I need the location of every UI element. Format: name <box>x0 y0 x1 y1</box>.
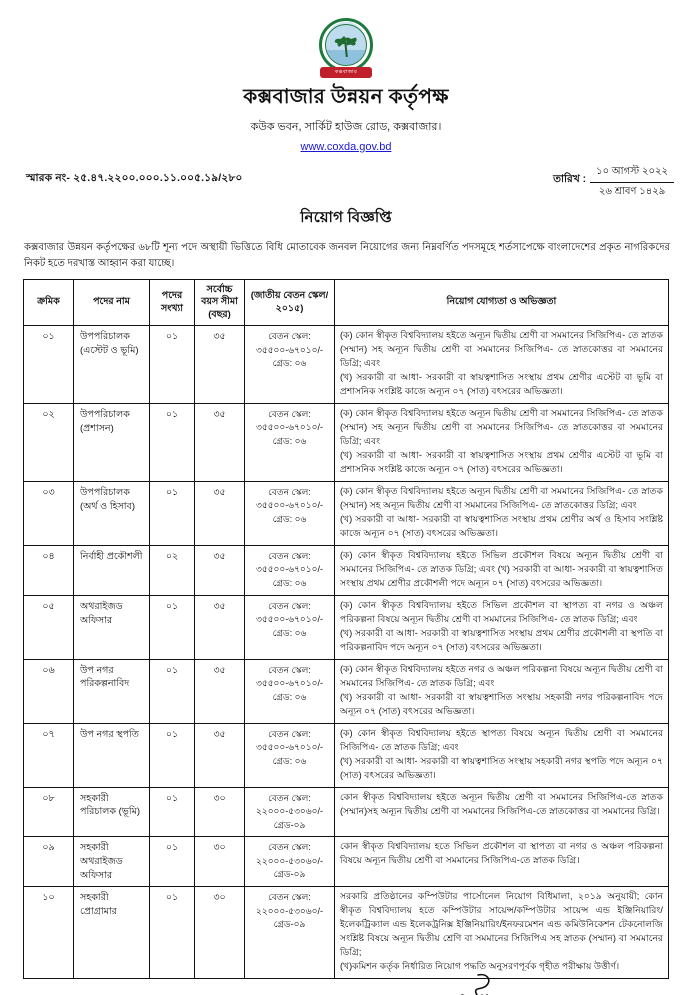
organization-address: কউক ভবন, সার্কিট হাউজ রোড, কক্সবাজার। <box>250 121 442 133</box>
pay-grade: গ্রেড-০৯ <box>273 919 306 930</box>
table-row <box>24 887 669 979</box>
pay-label: বেতন স্কেল: <box>268 892 311 903</box>
column-header-post-name: পদের নাম <box>74 280 150 326</box>
column-header-qualification: নিয়োগ যোগ্যতা ও অভিজ্ঞতা <box>335 280 669 326</box>
cell-post-name: নির্বাহী প্রকৌশলী <box>74 545 150 595</box>
cell-qualification <box>335 481 669 545</box>
pay-range: ৩৫৫০০-৬৭০১০/- <box>256 422 323 433</box>
cell-post-name: অথরাইজড অফিসার <box>74 595 150 659</box>
table-row <box>24 545 669 595</box>
cell-serial: ০৪ <box>24 545 74 595</box>
cell-post-count: ০১ <box>150 481 195 545</box>
column-header-pay-scale: (জাতীয় বেতন স্কেল/২০১৫) <box>245 280 335 326</box>
pay-range: ৩৫৫০০-৬৭০১০/- <box>256 678 323 689</box>
pay-grade: গ্রেড: ০৬ <box>272 691 307 702</box>
cell-post-name: উপপরিচালক (অর্থ ও হিসাব) <box>74 481 150 545</box>
qualification-clause: (ক) কোন স্বীকৃত বিশ্ববিদ্যালয় হইতে অন্যূন দ্বিতীয় শ্রেণী বা সমমানের সিজিপিএ- তে স্নাতক (সম্মান) সহ অন্যূন দ্বিতীয় শ্রেণী বা সমমানের সিজিপিএ- তে স্নাতকোত্তর বা সমমানের ডিগ্রি; এবং <box>340 330 663 368</box>
pay-label: বেতন স্কেল: <box>268 842 311 853</box>
qualification-clause: (ক) কোন স্বীকৃত বিশ্ববিদ্যালয় হইতে স্থাপত্য বিষয়ে অন্যূন দ্বিতীয় শ্রেণী বা সমমানের সিজিপিএ- তে স্নাতক ডিগ্রি; এবং <box>340 727 663 752</box>
qualification-clause: সরকারি প্রতিষ্ঠানের কম্পিউটার পার্সোনেল নিয়োগ বিধিমালা, ২০১৯ অনুযায়ী; কোন স্বীকৃত বিশ্ববিদ্যালয় হতে কম্পিউটার সায়েন্স/কম্পিউটার সায়েন্স এন্ড ইঞ্জিনিয়ারিং/ইলেকট্রিক্যাল এন্ড ইলেকট্রনিক্স ইঞ্জিনিয়ারিং/ইনফরমেশন এন্ড কমিউনিকেশন টেকনোলজি সংশ্লিষ্ট বিষয়ে অন্যূন দ্বিতীয় শ্রেণি বা সমমানের সিজিপিএ সহ স্নাতক (সম্মান) বা সমমানের ডিগ্রি; <box>340 891 663 958</box>
cell-serial: ০৮ <box>24 787 74 837</box>
table-row <box>24 595 669 659</box>
cell-qualification <box>335 403 669 481</box>
cell-qualification <box>335 887 669 979</box>
qualification-clause: (খ) সরকারী বা আধা- সরকারী বা স্বায়ত্বশাসিত সংস্থায় প্রথম শ্রেণীর এস্টেট বা ভূমি বা প্রশাসনিক সংশ্লিষ্ট কাজে অন্যূন ০৭ (সাত) বৎসরের অভিজ্ঞতা। <box>340 371 663 396</box>
cell-post-name: সহকারী পরিচালক (ভূমি) <box>74 787 150 837</box>
organization-website-link[interactable]: www.coxda.gov.bd <box>300 141 392 153</box>
date-label: তারিখ : <box>553 173 587 185</box>
cell-age-limit: ৩০ <box>195 837 245 887</box>
qualification-clause: (ক) কোন স্বীকৃত বিশ্ববিদ্যালয় হইতে অন্যূন দ্বিতীয় শ্রেণী বা সমমানের সিজিপিএ- তে স্নাতক (সম্মান) সহ অন্যূন দ্বিতীয় শ্রেণী বা সমমানের সিজিপিএ- তে স্নাতকোত্তর ডিগ্রি; এবং <box>340 485 663 510</box>
cell-post-count: ০১ <box>150 403 195 481</box>
signature-icon <box>432 973 552 995</box>
cell-qualification <box>335 595 669 659</box>
pay-grade: গ্রেড: ০৬ <box>272 755 307 766</box>
pay-grade: গ্রেড: ০৬ <box>272 435 307 446</box>
cell-post-count: ০১ <box>150 837 195 887</box>
cell-age-limit: ৩৫ <box>195 545 245 595</box>
pay-grade: গ্রেড: ০৬ <box>272 627 307 638</box>
cell-serial: ০৬ <box>24 659 74 723</box>
cell-pay-scale <box>245 787 335 837</box>
letterhead <box>0 0 692 155</box>
pay-grade: গ্রেড: ০৬ <box>272 577 307 588</box>
pay-label: বেতন স্কেল: <box>268 600 311 611</box>
cell-qualification <box>335 723 669 787</box>
cell-pay-scale <box>245 595 335 659</box>
qualification-clause: (ক) কোন স্বীকৃত বিশ্ববিদ্যালয় হইতে নগর ও অঞ্চল পরিকল্পনা বিষয়ে অন্যূন দ্বিতীয় শ্রেণী বা সমমানের সিজিপিএ- তে স্নাতক ডিগ্রি; এবং <box>340 663 664 688</box>
cell-age-limit: ৩৫ <box>195 659 245 723</box>
cell-pay-scale <box>245 659 335 723</box>
table-row <box>24 659 669 723</box>
cell-pay-scale <box>245 545 335 595</box>
pay-range: ৩৫৫০০-৬৭০১০/- <box>256 500 323 511</box>
cell-age-limit: ৩৫ <box>195 326 245 404</box>
cell-age-limit: ৩০ <box>195 887 245 979</box>
pay-label: বেতন স্কেল: <box>268 331 311 342</box>
cell-post-count: ০১ <box>150 659 195 723</box>
pay-grade: গ্রেড: ০৬ <box>272 513 307 524</box>
cell-serial: ০৫ <box>24 595 74 659</box>
pay-range: ৩৫৫০০-৬৭০১০/- <box>256 344 323 355</box>
cell-pay-scale <box>245 837 335 887</box>
organization-name: কক্সবাজার উন্নয়ন কর্তৃপক্ষ <box>243 86 449 108</box>
pay-range: ২২০০০-৫৩০৬০/- <box>255 855 323 866</box>
cell-qualification <box>335 837 669 887</box>
logo-emblem-icon <box>325 24 367 66</box>
qualification-clause: (খ)কমিশন কর্তৃক নির্ধারিত নিয়োগ পদ্ধতি অনুসরণপূর্বক গৃহীত পরীক্ষায় উত্তীর্ণ। <box>340 961 620 972</box>
qualification-clause: (খ) সরকারী বা আধা- সরকারী বা স্বায়ত্বশাসিত সংস্থায় প্রথম শ্রেণীর এস্টেট বা ভূমি বা প্রশাসনিক সংশ্লিষ্ট কাজে অন্যূন ০৭ (সাত) বৎসরের অভিজ্ঞতা। <box>340 449 663 474</box>
cell-post-count: ০১ <box>150 326 195 404</box>
cell-age-limit: ৩০ <box>195 787 245 837</box>
qualification-clause: কোন স্বীকৃত বিশ্ববিদ্যালয় হইতে অন্যূন দ্বিতীয় শ্রেণী বা সমমানের সিজিপিএ-তে স্নাতক (সম্মান)সহ অন্যূন দ্বিতীয় শ্রেণী বা সমমানের সিজিপিএ-তে স্নাতকোত্তর বা সমমানের ডিগ্রি। <box>340 791 663 816</box>
cell-qualification <box>335 787 669 837</box>
column-header-post-count: পদের সংখ্যা <box>150 280 195 326</box>
cell-post-name: সহকারী প্রোগ্রামার <box>74 887 150 979</box>
cell-post-count: ০১ <box>150 787 195 837</box>
pay-label: বেতন স্কেল: <box>268 664 311 675</box>
table-row <box>24 787 669 837</box>
date-block <box>553 164 674 201</box>
table-row <box>24 837 669 887</box>
cell-serial: ১০ <box>24 887 74 979</box>
pay-grade: গ্রেড: ০৬ <box>272 358 307 369</box>
pay-range: ৩৫৫০০-৬৭০১০/- <box>256 564 323 575</box>
pay-label: বেতন স্কেল: <box>268 550 311 561</box>
qualification-clause: কোন স্বীকৃত বিশ্ববিদ্যালয় হতে সিভিল প্রকৌশল বা স্থাপত্য বা নগর ও অঞ্চল পরিকল্পনা বিষয়ে অন্যূন দ্বিতীয় শ্রেণী বা সমমানের সিজিপিএ-তে স্নাতক ডিগ্রি। <box>340 841 663 866</box>
intro-paragraph: কক্সবাজার উন্নয়ন কর্তৃপক্ষের ৬৮টি শূন্য পদে অস্থায়ী ভিত্তিতে বিধি মোতাবেক জনবল নিয়োগের জন্য নিম্নবর্ণিত পদসমূহে শর্তসাপেক্ষে বাংলাদেশের প্রকৃত নাগরিকদের নিকট হতে দরখাস্ত আহ্বান করা যাচ্ছে। <box>24 242 670 269</box>
cell-pay-scale <box>245 481 335 545</box>
pay-label: বেতন স্কেল: <box>268 486 311 497</box>
table-head <box>24 280 669 326</box>
cell-serial: ০৭ <box>24 723 74 787</box>
cell-pay-scale <box>245 723 335 787</box>
memo-number: স্মারক নং- ২৫.৪৭.২২০০.০০০.১১.০০৫.১৯/২৮০ <box>26 172 243 184</box>
cell-post-name: সহকারী অথরাইজড অফিসার <box>74 837 150 887</box>
pay-grade: গ্রেড-০৯ <box>273 869 306 880</box>
date-values <box>590 164 674 201</box>
signature-area <box>0 981 692 995</box>
cell-post-count: ০১ <box>150 887 195 979</box>
cell-serial: ০৯ <box>24 837 74 887</box>
cell-post-name: উপপরিচালক (প্রশাসন) <box>74 403 150 481</box>
job-positions-table <box>23 279 669 979</box>
date-gregorian: ১০ আগস্ট ২০২২ <box>590 164 674 183</box>
cell-pay-scale <box>245 887 335 979</box>
cell-serial: ০২ <box>24 403 74 481</box>
qualification-clause: (খ) সরকারী বা আধা- সরকারী বা স্বায়ত্বশাসিত সংস্থায় প্রথম শ্রেণীর প্রকৌশলী বা স্থপতি বা পরিকল্পনাবিদ পদে অন্যূন ০৭ (সাত) বৎসরের অভিজ্ঞতা। <box>340 627 663 652</box>
page-title: নিয়োগ বিজ্ঞপ্তি <box>300 209 392 226</box>
cell-qualification <box>335 659 669 723</box>
pay-label: বেতন স্কেল: <box>268 792 311 803</box>
cell-post-name: উপপরিচালক (এস্টেট ও ভূমি) <box>74 326 150 404</box>
table-row <box>24 723 669 787</box>
pay-range: ২২০০০-৫৩০৬০/- <box>255 905 323 916</box>
cell-pay-scale <box>245 326 335 404</box>
cell-qualification <box>335 545 669 595</box>
cell-post-name: উপ নগর পরিকল্পনাবিদ <box>74 659 150 723</box>
cell-age-limit: ৩৫ <box>195 403 245 481</box>
qualification-clause: (খ) সরকারী বা আধা- সরকারী বা স্বায়ত্বশাসিত সংস্থায় প্রথম শ্রেণীর অর্থ ও হিসাব সংশ্লিষ্ট কাজে অন্যূন ০৭ (সাত) বৎসরের অভিজ্ঞতা। <box>340 513 663 538</box>
cell-pay-scale <box>245 403 335 481</box>
pay-range: ৩৫৫০০-৬৭০১০/- <box>256 614 323 625</box>
cell-age-limit: ৩৫ <box>195 723 245 787</box>
pay-label: বেতন স্কেল: <box>268 728 311 739</box>
handwritten-signature <box>432 973 552 995</box>
column-header-serial: ক্রমিক <box>24 280 74 326</box>
table-body <box>24 326 669 979</box>
qualification-clause: (ক) কোন স্বীকৃত বিশ্ববিদ্যালয় হইতে সিভিল প্রকৌশল বা স্থাপত্য বা নগর ও অঞ্চল পরিকল্পনা বিষয়ে অন্যূন দ্বিতীয় শ্রেণী বা সমমানের সিজিপিএ- তে স্নাতক ডিগ্রি; এবং <box>340 599 663 624</box>
qualification-clause: (খ) সরকারী বা আধা- সরকারী বা স্বায়ত্বশাসিত সংস্থায় সহকারী নগর স্থপতি পদে অন্যূন ০৭ (সাত) বৎসরের অভিজ্ঞতা। <box>340 755 663 780</box>
cell-serial: ০৩ <box>24 481 74 545</box>
logo-ribbon-banner: কক্সবাজার <box>320 67 372 78</box>
cell-post-name: উপ নগর স্থপতি <box>74 723 150 787</box>
cell-qualification <box>335 326 669 404</box>
table-header-row <box>24 280 669 326</box>
cell-age-limit: ৩৫ <box>195 481 245 545</box>
table-row <box>24 403 669 481</box>
cell-post-count: ০১ <box>150 723 195 787</box>
memo-date-row <box>0 168 692 202</box>
cell-serial: ০১ <box>24 326 74 404</box>
pay-range: ২২০০০-৫৩০৬০/- <box>255 806 323 817</box>
cell-post-count: ০১ <box>150 595 195 659</box>
date-bengali: ২৬ শ্রাবণ ১৪২৯ <box>598 186 666 197</box>
cell-age-limit: ৩৫ <box>195 595 245 659</box>
qualification-clause: (ক) কোন স্বীকৃত বিশ্ববিদ্যালয় হইতে অন্যূন দ্বিতীয় শ্রেণী বা সমমানের সিজিপিএ- তে স্নাতক (সম্মান) সহ অন্যূন দ্বিতীয় শ্রেণী বা সমমানের সিজিপিএ- তে স্নাতকোত্তর বা সমমানের ডিগ্রি; এবং <box>340 407 663 446</box>
table-row <box>24 326 669 404</box>
coxda-logo <box>311 18 381 80</box>
qualification-clause: (ক) কোন স্বীকৃত বিশ্ববিদ্যালয় হইতে সিভিল প্রকৌশল বিষয়ে অন্যূন দ্বিতীয় শ্রেণী বা সমমানের সিজিপিএ- তে স্নাতক ডিগ্রি; এবং (খ) সরকারী বা আধা- সরকারী বা স্বায়ত্বশাসিত সংস্থায় প্রথম শ্রেণীর প্রকৌশলী পদে অন্যূন ০৭ (সাত) বৎসরের অভিজ্ঞতা। <box>340 549 663 588</box>
column-header-age-limit: সর্বোচ্চ বয়স সীমা (বছর) <box>195 280 245 326</box>
table-row <box>24 481 669 545</box>
pay-range: ৩৫৫০০-৬৭০১০/- <box>256 742 323 753</box>
pay-grade: গ্রেড-০৯ <box>273 819 306 830</box>
cell-post-count: ০২ <box>150 545 195 595</box>
pay-label: বেতন স্কেল: <box>268 408 311 419</box>
qualification-clause: (খ) সরকারী বা আধা- সরকারী বা স্বায়ত্বশাসিত সংস্থায় সহকারী নগর পরিকল্পনাবিদ পদে অন্যূন ০৭ (সাত) বৎসরের অভিজ্ঞতা। <box>340 691 663 716</box>
